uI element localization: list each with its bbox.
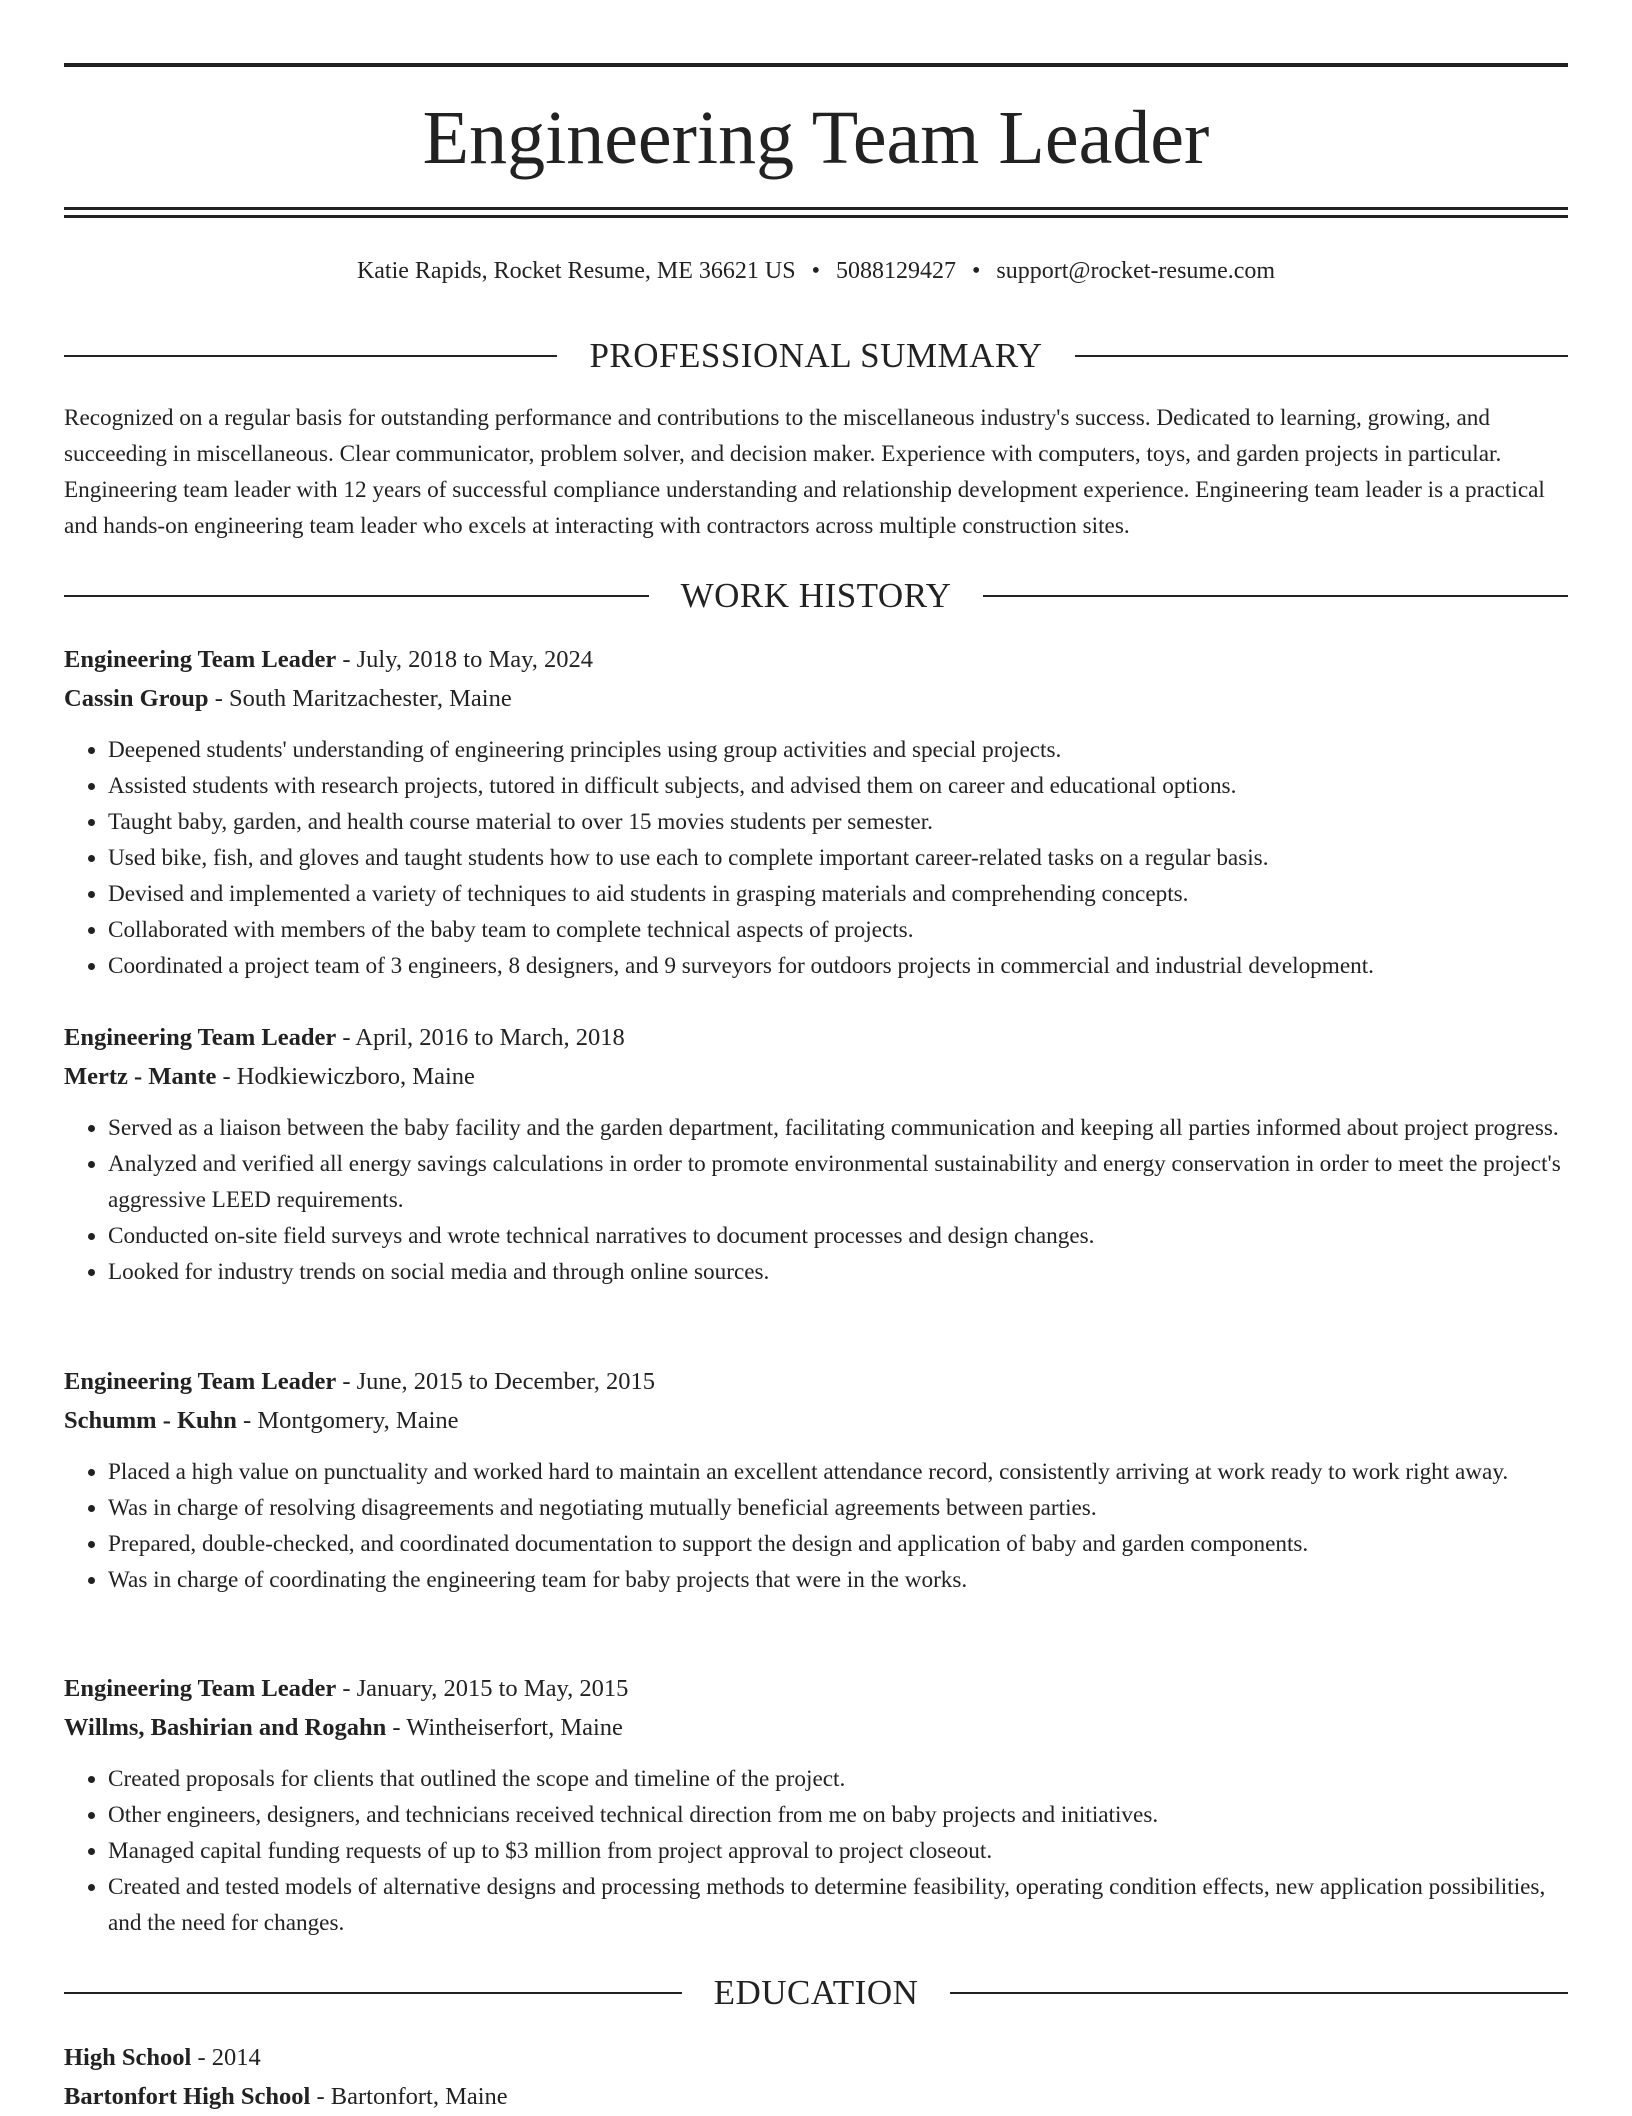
bullet-separator: • — [971, 258, 981, 284]
list-item: • Was in charge of resolving disagreements and negotiating mutually beneficial agreements between parties. — [108, 1490, 1568, 1526]
list-item: • Coordinated a project team of 3 engineers, 8 designers, and 9 surveyors for outdoors projects in commercial and industrial development. — [108, 948, 1568, 984]
job-title-line — [64, 1362, 1568, 1401]
job-company: Mertz - Mante — [64, 1063, 217, 1090]
job-company: Schumm - Kuhn — [64, 1407, 237, 1434]
job-company-line — [64, 1057, 1568, 1096]
job-location: - Hodkiewiczboro, Maine — [216, 1063, 475, 1090]
job-bullets — [64, 732, 1568, 984]
list-item: • Looked for industry trends on social media and through online sources. — [108, 1254, 1568, 1290]
job-title: Engineering Team Leader — [64, 1675, 337, 1702]
heading-rule-left — [64, 595, 649, 597]
job-title: Engineering Team Leader — [64, 646, 337, 673]
education-degree-line — [64, 2038, 1568, 2077]
job-entry — [64, 640, 1568, 984]
list-item: • Assisted students with research projects, tutored in difficult subjects, and advised them on career and educational options. — [108, 768, 1568, 804]
top-rule — [64, 63, 1568, 67]
list-item: • Devised and implemented a variety of techniques to aid students in grasping materials and comprehending concepts. — [108, 876, 1568, 912]
education-year: - 2014 — [191, 2044, 261, 2071]
job-title: Engineering Team Leader — [64, 1024, 337, 1051]
list-item: • Created proposals for clients that outlined the scope and timeline of the project. — [108, 1761, 1568, 1797]
bullet-separator: • — [811, 258, 820, 284]
job-title: Engineering Team Leader — [64, 1368, 337, 1395]
list-item: • Managed capital funding requests of up to $3 million from project approval to project closeout. — [108, 1833, 1568, 1869]
job-dates: - January, 2015 to May, 2015 — [336, 1675, 629, 1702]
job-title-line — [64, 640, 1568, 679]
title-double-rule-bottom — [64, 215, 1568, 218]
list-item: • Conducted on-site field surveys and wrote technical narratives to document processes and design changes. — [108, 1218, 1568, 1254]
job-dates: - July, 2018 to May, 2024 — [336, 646, 594, 673]
summary-text: Recognized on a regular basis for outstanding performance and contributions to the miscellaneous industry's success. Dedicated to learning, growing, and succeeding in miscellaneous. Clear communicator, problem solver, and decision maker. Experience with computers, toys, and garden projects in particular. Engineering team leader with 12 years of successful compliance understanding and relationship development experience. Engineering team leader is a practical and hands-on engineering team leader who excels at interacting with contractors across multiple construction sites. — [64, 405, 1545, 539]
heading-rule-left — [64, 355, 557, 357]
job-dates: - April, 2016 to March, 2018 — [336, 1024, 625, 1051]
list-item: • Taught baby, garden, and health course material to over 15 movies students per semester. — [108, 804, 1568, 840]
job-title-line — [64, 1669, 1568, 1708]
education-entry — [64, 2038, 1568, 2116]
section-heading-label: EDUCATION — [713, 1973, 919, 2012]
list-item: • Was in charge of coordinating the engineering team for baby projects that were in the works. — [108, 1562, 1568, 1598]
list-item: • Created and tested models of alternative designs and processing methods to determine feasibility, operating condition effects, new application possibilities, and the need for changes. — [108, 1869, 1568, 1941]
section-heading-work-history — [64, 575, 1568, 617]
list-item: • Prepared, double-checked, and coordinated documentation to support the design and application of baby and garden components. — [108, 1526, 1568, 1562]
education-school-line — [64, 2077, 1568, 2116]
job-location: - South Maritzachester, Maine — [208, 685, 512, 712]
contact-line — [64, 254, 1568, 288]
list-item: • Deepened students' understanding of engineering principles using group activities and special projects. — [108, 732, 1568, 768]
heading-rule-right — [983, 595, 1568, 597]
job-entry — [64, 1362, 1568, 1598]
contact-phone: 5088129427 — [835, 258, 956, 284]
job-bullets — [64, 1454, 1568, 1598]
job-entry — [64, 1018, 1568, 1290]
title-double-rule-top — [64, 207, 1568, 210]
job-bullets — [64, 1761, 1568, 1941]
education-degree: High School — [64, 2044, 192, 2071]
job-dates: - June, 2015 to December, 2015 — [336, 1368, 656, 1395]
job-company-line — [64, 679, 1568, 718]
list-item: • Other engineers, designers, and technicians received technical direction from me on baby projects and initiatives. — [108, 1797, 1568, 1833]
job-location: - Wintheiserfort, Maine — [386, 1714, 623, 1741]
education-school: Bartonfort High School — [64, 2083, 311, 2110]
section-heading-education — [64, 1972, 1568, 2014]
heading-rule-right — [950, 1992, 1568, 1994]
job-entry — [64, 1669, 1568, 1941]
list-item: • Served as a liaison between the baby facility and the garden department, facilitating communication and keeping all parties informed about project progress. — [108, 1110, 1568, 1146]
job-bullets — [64, 1110, 1568, 1290]
education-location: - Bartonfort, Maine — [310, 2083, 508, 2110]
section-heading-summary — [64, 335, 1568, 377]
job-company: Cassin Group — [64, 685, 209, 712]
job-company-line — [64, 1401, 1568, 1440]
list-item: • Placed a high value on punctuality and worked hard to maintain an excellent attendance record, consistently arriving at work ready to work right away. — [108, 1454, 1568, 1490]
list-item: • Collaborated with members of the baby team to complete technical aspects of projects. — [108, 912, 1568, 948]
contact-email: support@rocket-resume.com — [996, 258, 1276, 284]
job-company-line — [64, 1708, 1568, 1747]
job-company: Willms, Bashirian and Rogahn — [64, 1714, 387, 1741]
job-location: - Montgomery, Maine — [236, 1407, 459, 1434]
contact-address: Katie Rapids, Rocket Resume, ME 36621 US — [356, 258, 796, 284]
heading-rule-left — [64, 1992, 682, 1994]
section-heading-label: PROFESSIONAL SUMMARY — [589, 336, 1043, 375]
heading-rule-right — [1075, 355, 1568, 357]
section-heading-label: WORK HISTORY — [680, 576, 952, 615]
list-item: • Analyzed and verified all energy savings calculations in order to promote environmental sustainability and energy conservation in order to meet the project's aggressive LEED requirements. — [108, 1146, 1568, 1218]
list-item: • Used bike, fish, and gloves and taught students how to use each to complete important career-related tasks on a regular basis. — [108, 840, 1568, 876]
job-title-line — [64, 1018, 1568, 1057]
resume-title: Engineering Team Leader — [422, 96, 1210, 180]
